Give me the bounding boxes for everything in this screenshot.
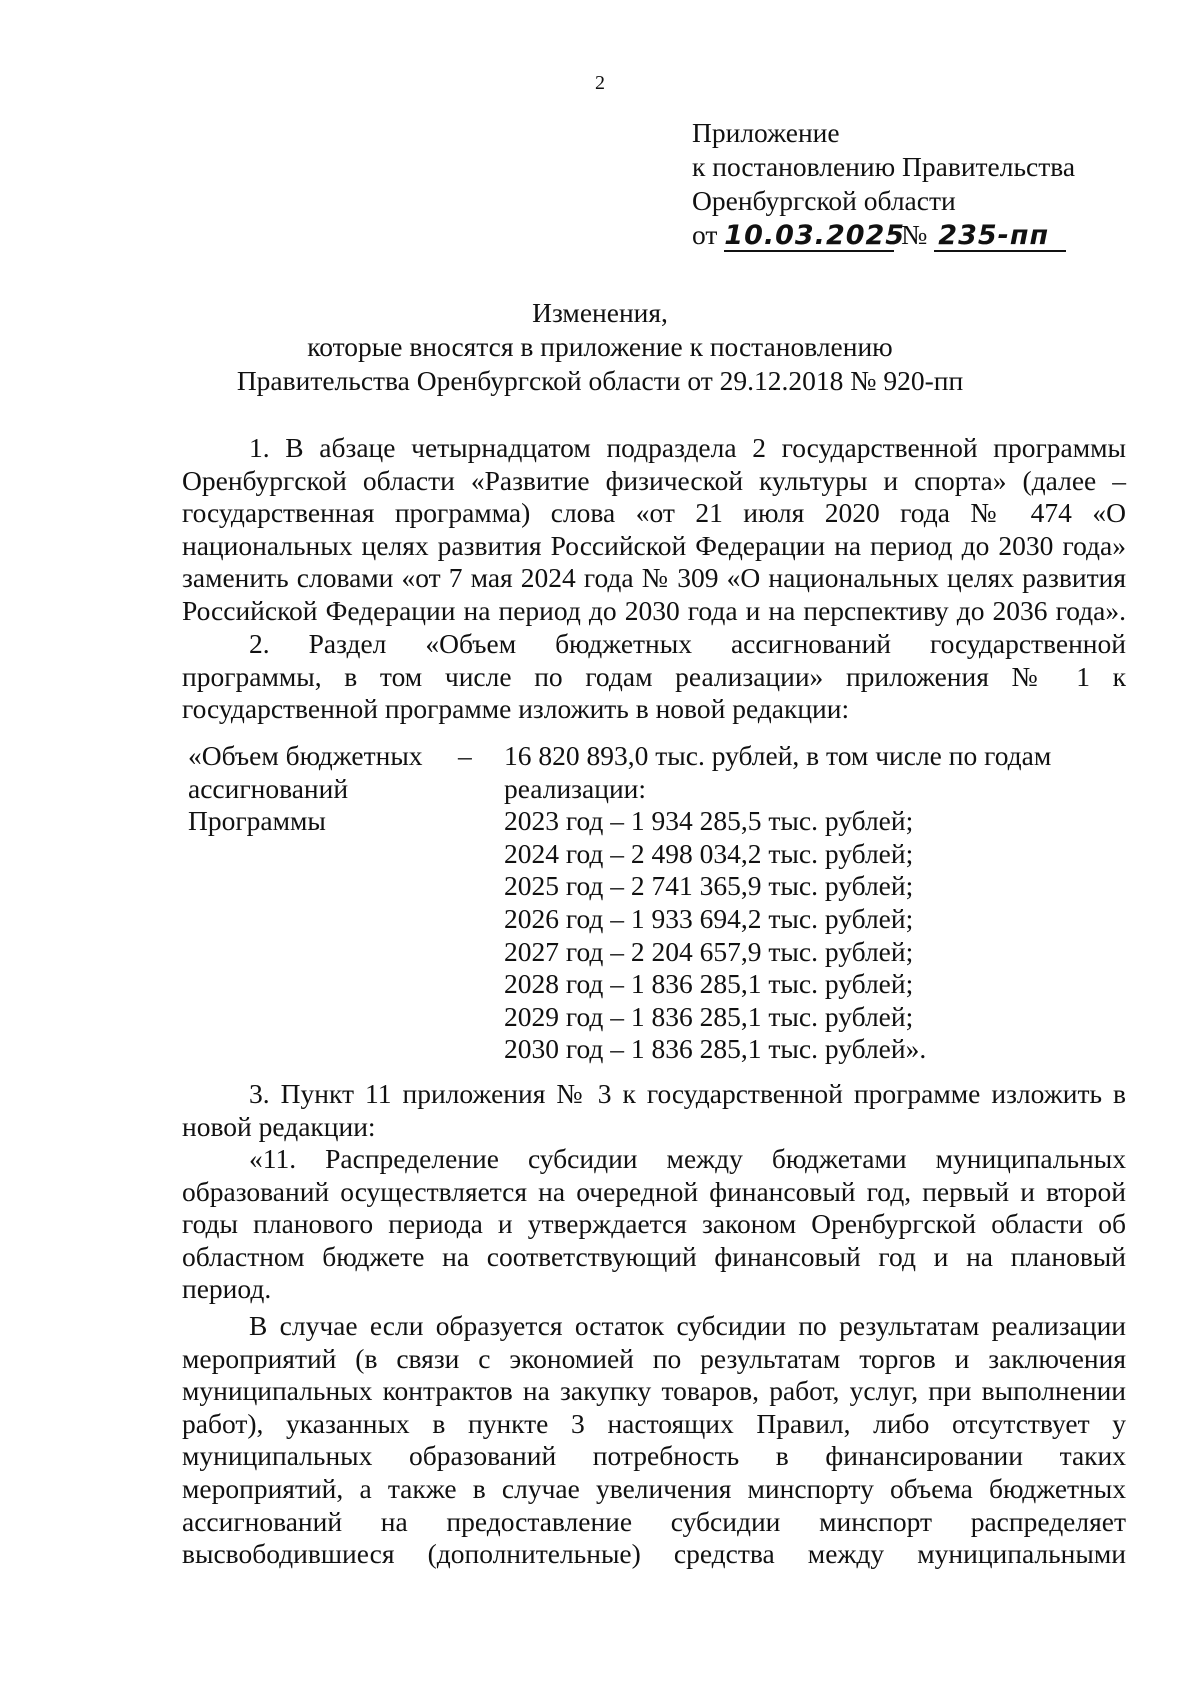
budget-value-line: 2030 год – 1 836 285,1 тыс. рублей».: [504, 1033, 927, 1065]
text-line: 2. Раздел «Объем бюджетных ассигнований государственной: [249, 628, 1126, 659]
appendix-line-2: к постановлению Правительства: [692, 151, 1076, 182]
paragraph-4: [182, 1143, 1126, 1306]
budget-value-line: 2023 год – 1 934 285,5 тыс. рублей;: [504, 805, 914, 837]
text-line: национальных целях развития Российской Федерации на период до 2030 года»: [182, 529, 1126, 561]
budget-value-line: реализации:: [504, 772, 647, 804]
budget-value-line: 2025 год – 2 741 365,9 тыс. рублей;: [504, 870, 914, 902]
budget-value-line: 2026 год – 1 933 694,2 тыс. рублей;: [504, 902, 914, 934]
budget-dash: –: [458, 740, 472, 771]
title-line-2: которые вносятся в приложение к постановлению: [307, 331, 893, 362]
text-line: годы планового периода и утверждается законом Оренбургской области об: [182, 1208, 1126, 1240]
budget-value-line: 2028 год – 1 836 285,1 тыс. рублей;: [504, 968, 914, 1000]
text-line: Оренбургской области «Развитие физической культуры и спорта» (далее –: [182, 464, 1126, 496]
text-line: мероприятий (в связи с экономией по результатам торгов и заключения: [182, 1342, 1126, 1374]
text-line: заменить словами «от 7 мая 2024 года № 309 «О национальных целях развития: [182, 562, 1126, 594]
text-line: работ), указанных в пункте 3 настоящих Правил, либо отсутствует у: [182, 1407, 1126, 1439]
title-line-1: Изменения,: [532, 297, 668, 328]
appendix-date-line: [692, 218, 1075, 252]
text-line: образований осуществляется на очередной финансовый год, первый и второй: [182, 1175, 1126, 1207]
text-line: период.: [182, 1273, 272, 1305]
budget-values: [504, 740, 1124, 1066]
text-line: ассигнований на предоставление субсидии минспорт распределяет: [182, 1505, 1126, 1537]
text-line: муниципальных контрактов на закупку товаров, работ, услуг, при выполнении: [182, 1375, 1126, 1407]
paragraph-1: [182, 432, 1126, 628]
title-line-3: Правительства Оренбургской области от 29.12.2018 № 920-пп: [236, 365, 964, 396]
budget-value-line: 16 820 893,0 тыс. рублей, в том числе по годам: [504, 740, 1052, 771]
appendix-line-1: Приложение: [692, 117, 840, 148]
from-label: от: [692, 219, 718, 250]
budget-label-line: ассигнований: [188, 772, 349, 804]
budget-label: [188, 740, 438, 838]
appendix-line-3: Оренбургской области: [692, 185, 956, 216]
document-title: [0, 296, 1200, 398]
text-line: областном бюджете на соответствующий финансовый год и на плановый: [182, 1240, 1126, 1272]
text-line: муниципальных образований потребность в финансировании таких: [182, 1440, 1126, 1472]
budget-value-line: 2024 год – 2 498 034,2 тыс. рублей;: [504, 837, 914, 869]
text-line: В случае если образуется остаток субсидии по результатам реализации: [249, 1310, 1126, 1341]
handwritten-number: 235-пп: [934, 222, 1066, 252]
text-line: 1. В абзаце четырнадцатом подраздела 2 государственной программы: [249, 432, 1126, 463]
paragraph-2: [182, 628, 1126, 726]
text-line: новой редакции:: [182, 1110, 376, 1142]
text-line: 3. Пункт 11 приложения № 3 к государственной программе изложить в: [249, 1078, 1126, 1109]
text-line: государственной программе изложить в новой редакции:: [182, 693, 850, 725]
budget-label-line: Программы: [188, 805, 326, 837]
text-line: «11. Распределение субсидии между бюджетами муниципальных: [249, 1143, 1126, 1174]
handwritten-date: 10.03.2025: [724, 220, 906, 251]
number-label: №: [901, 219, 928, 250]
text-line: государственная программа) слова «от 21 июля 2020 года № 474 «О: [182, 497, 1126, 529]
paragraph-3: [182, 1078, 1126, 1143]
text-line: Российской Федерации на период до 2030 года и на перспективу до 2036 года».: [182, 594, 1126, 626]
budget-value-line: 2029 год – 1 836 285,1 тыс. рублей;: [504, 1000, 914, 1032]
page-number: 2: [595, 72, 605, 94]
paragraph-5: [182, 1310, 1126, 1571]
text-line: программы, в том числе по годам реализации» приложения № 1 к: [182, 660, 1126, 692]
budget-value-line: 2027 год – 2 204 657,9 тыс. рублей;: [504, 935, 914, 967]
budget-label-line: «Объем бюджетных: [188, 740, 423, 771]
text-line: высвободившиеся (дополнительные) средства между муниципальными: [182, 1538, 1126, 1570]
text-line: мероприятий, а также в случае увеличения минспорту объема бюджетных: [182, 1472, 1126, 1504]
appendix-header: [692, 116, 1075, 252]
